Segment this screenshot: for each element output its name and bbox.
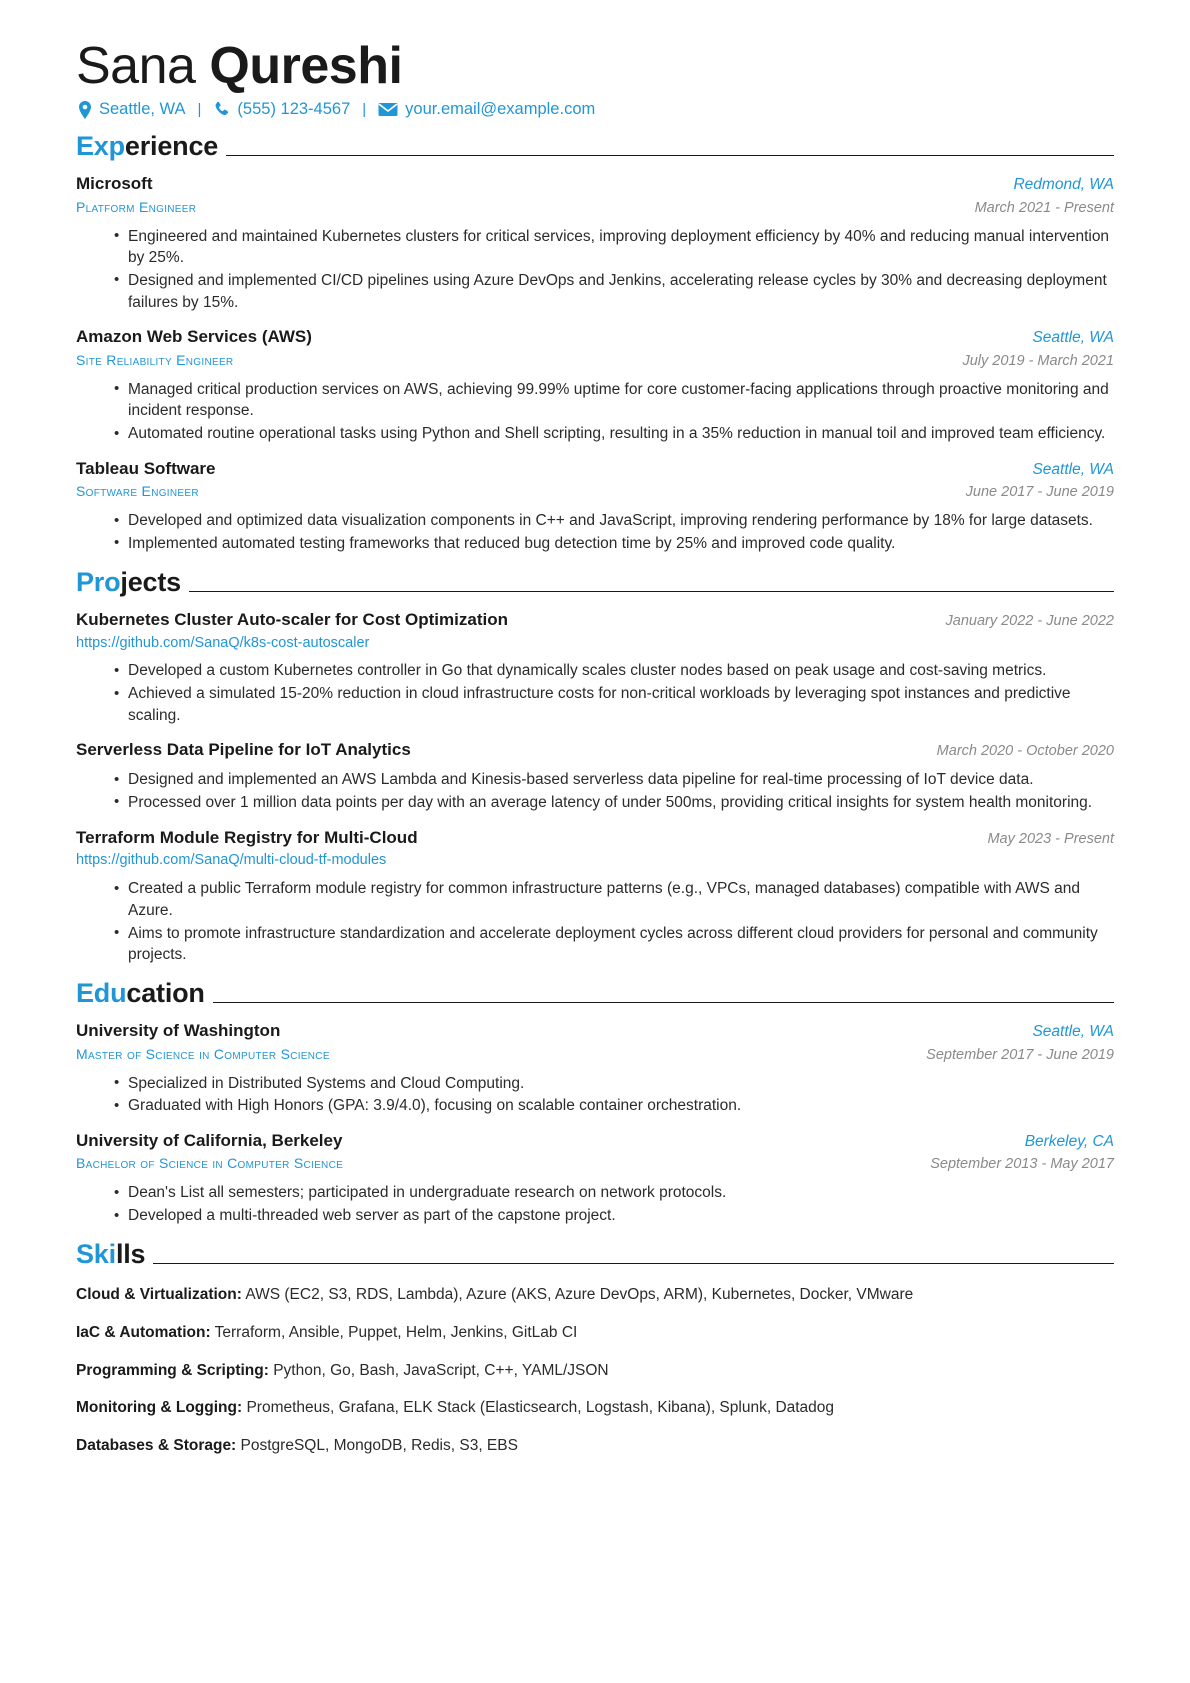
bullet-list	[76, 878, 1114, 966]
entry-primary-row	[76, 459, 1114, 480]
section-projects	[76, 566, 1114, 966]
entry-organization: Serverless Data Pipeline for IoT Analytics	[76, 740, 411, 760]
page-title	[76, 38, 1114, 94]
section-education	[76, 980, 1114, 1227]
entry-dates: July 2019 - March 2021	[962, 352, 1114, 369]
section-title-rest: cation	[126, 978, 205, 1009]
entry-primary-row	[76, 610, 1114, 631]
bullet-item: • Created a public Terraform module registry for common infrastructure patterns (e.g., VPCs, managed databases) compatible with AWS and Azure.	[114, 878, 1114, 921]
skill-items: Terraform, Ansible, Puppet, Helm, Jenkins, GitLab CI	[210, 1323, 578, 1341]
section-title-rest: erience	[124, 131, 219, 162]
entry-secondary-row	[76, 195, 1114, 218]
skill-row	[76, 1398, 1114, 1419]
envelope-icon	[378, 102, 398, 117]
location-pin-icon	[78, 101, 92, 119]
skill-row	[76, 1436, 1114, 1457]
bullet-item: • Specialized in Distributed Systems and Cloud Computing.	[114, 1073, 1114, 1095]
section-title-accent: Ski	[76, 1238, 116, 1269]
entry-secondary-row	[76, 848, 1114, 870]
entry-role: Platform Engineer	[76, 198, 197, 215]
section-rule	[226, 155, 1114, 156]
entry	[76, 459, 1114, 555]
section-title-education	[76, 980, 205, 1007]
entry-secondary-row	[76, 631, 1114, 653]
phone-icon	[213, 101, 230, 118]
entry-organization: Terraform Module Registry for Multi-Cloud	[76, 827, 418, 847]
skill-items: PostgreSQL, MongoDB, Redis, S3, EBS	[236, 1437, 518, 1455]
entry-role: Master of Science in Computer Science	[76, 1045, 330, 1062]
section-title-rest: jects	[120, 566, 181, 597]
bullet-item: • Achieved a simulated 15-20% reduction in cloud infrastructure costs for non-critical workloads by leveraging spot instances and predictive scaling.	[114, 683, 1114, 726]
bullet-list	[76, 1182, 1114, 1226]
skill-items: Python, Go, Bash, JavaScript, C++, YAML/JSON	[268, 1361, 609, 1379]
contact-phone	[213, 100, 350, 119]
entry-organization: University of California, Berkeley	[76, 1130, 343, 1150]
entry-organization: Microsoft	[76, 174, 153, 194]
entry-primary-row	[76, 327, 1114, 348]
bullet-item: • Developed and optimized data visualization components in C++ and JavaScript, improving rendering performance by 18% for large datasets.	[114, 510, 1114, 532]
entry-location: Seattle, WA	[1032, 329, 1114, 347]
entry-location: Redmond, WA	[1013, 176, 1114, 194]
entry-dates: March 2021 - Present	[974, 199, 1114, 216]
entry-primary-row	[76, 174, 1114, 195]
entry-dates: January 2022 - June 2022	[945, 612, 1114, 629]
bullet-item: • Managed critical production services on AWS, achieving 99.99% uptime for core customer-facing applications through proactive monitoring and incident response.	[114, 379, 1114, 422]
section-heading-education	[76, 980, 1114, 1007]
bullet-list	[76, 379, 1114, 445]
bullet-item: • Developed a custom Kubernetes controller in Go that dynamically scales cluster nodes based on peak usage and cost-saving metrics.	[114, 660, 1114, 682]
skill-row	[76, 1361, 1114, 1382]
entry-secondary-row	[76, 348, 1114, 371]
entry-secondary-row	[76, 1042, 1114, 1065]
bullet-item: • Implemented automated testing frameworks that reduced bug detection time by 25% and improved code quality.	[114, 533, 1114, 555]
entry	[76, 1131, 1114, 1227]
entry-organization: University of Washington	[76, 1021, 281, 1041]
contact-separator-2: |	[362, 101, 367, 119]
section-title-accent: Edu	[76, 978, 127, 1009]
entry-role: Site Reliability Engineer	[76, 351, 234, 368]
entry-location: Seattle, WA	[1032, 460, 1114, 478]
entry-secondary-row	[76, 479, 1114, 502]
entry-secondary-row	[76, 1151, 1114, 1174]
skill-category: Cloud & Virtualization:	[76, 1285, 242, 1303]
entry-url[interactable]: https://github.com/SanaQ/multi-cloud-tf-modules	[76, 852, 387, 869]
contact-separator-1: |	[197, 101, 202, 119]
bullet-item: • Designed and implemented CI/CD pipelines using Azure DevOps and Jenkins, accelerating release cycles by 30% and decreasing deployment failures by 15%.	[114, 270, 1114, 313]
entry-role: Bachelor of Science in Computer Science	[76, 1155, 344, 1172]
section-skills	[76, 1238, 1114, 1458]
bullet-item: • Processed over 1 million data points per day with an average latency of under 500ms, providing critical insights for system health monitoring.	[114, 792, 1114, 814]
entry-dates: June 2017 - June 2019	[965, 484, 1114, 501]
bullet-list	[76, 510, 1114, 554]
entry-dates: September 2013 - May 2017	[930, 1156, 1114, 1173]
entry	[76, 174, 1114, 313]
section-title-accent: Pro	[76, 566, 121, 597]
entry-dates: September 2017 - June 2019	[926, 1046, 1114, 1063]
sections-container	[76, 133, 1114, 1457]
given-name: Sana	[76, 37, 196, 95]
contact-location-text: Seattle, WA	[99, 100, 186, 119]
section-title-projects	[76, 566, 181, 597]
section-rule	[213, 1002, 1114, 1003]
bullet-list	[76, 660, 1114, 726]
skill-category: IaC & Automation:	[76, 1323, 211, 1341]
family-name: Qureshi	[209, 37, 403, 95]
section-experience	[76, 133, 1114, 555]
bullet-item: • Dean's List all semesters; participated in undergraduate research on network protocols.	[114, 1182, 1114, 1204]
skill-items: Prometheus, Grafana, ELK Stack (Elasticsearch, Logstash, Kibana), Splunk, Datadog	[242, 1399, 835, 1417]
entry	[76, 1021, 1114, 1117]
skill-items: AWS (EC2, S3, RDS, Lambda), Azure (AKS, Azure DevOps, ARM), Kubernetes, Docker, VMware	[241, 1285, 914, 1303]
section-title-rest: lls	[115, 1238, 146, 1269]
entry-primary-row	[76, 740, 1114, 761]
entry	[76, 828, 1114, 966]
entry-location: Berkeley, CA	[1024, 1132, 1114, 1150]
section-title-skills	[76, 1238, 146, 1269]
entry-dates: May 2023 - Present	[987, 830, 1114, 847]
entry-primary-row	[76, 828, 1114, 849]
entry-role: Software Engineer	[76, 483, 199, 500]
contact-email-text: your.email@example.com	[405, 100, 596, 119]
bullet-item: • Engineered and maintained Kubernetes clusters for critical services, improving deployment efficiency by 40% and reducing manual intervention by 25%.	[114, 226, 1114, 269]
skill-row	[76, 1285, 1114, 1306]
entry	[76, 610, 1114, 727]
bullet-item: • Automated routine operational tasks using Python and Shell scripting, resulting in a 35% reduction in manual toil and improved team efficiency.	[114, 423, 1114, 445]
entry-dates: March 2020 - October 2020	[936, 743, 1114, 760]
contact-location	[78, 100, 186, 119]
contact-phone-text: (555) 123-4567	[237, 100, 351, 119]
section-heading-experience	[76, 133, 1114, 160]
skill-row	[76, 1323, 1114, 1344]
entry-location: Seattle, WA	[1032, 1023, 1114, 1041]
section-heading-projects	[76, 566, 1114, 597]
entry-organization: Amazon Web Services (AWS)	[76, 327, 312, 347]
bullet-list	[76, 769, 1114, 813]
entry-url[interactable]: https://github.com/SanaQ/k8s-cost-autoscaler	[76, 634, 370, 651]
bullet-item: • Graduated with High Honors (GPA: 3.9/4.0), focusing on scalable container orchestration.	[114, 1095, 1114, 1117]
skill-category: Programming & Scripting:	[76, 1361, 269, 1379]
bullet-item: • Aims to promote infrastructure standardization and accelerate deployment cycles across different cloud providers for personal and community projects.	[114, 923, 1114, 966]
section-rule	[153, 1263, 1114, 1264]
entry-organization: Tableau Software	[76, 458, 216, 478]
section-title-experience	[76, 133, 218, 160]
section-rule	[189, 591, 1114, 592]
section-heading-skills	[76, 1238, 1114, 1269]
entry-primary-row	[76, 1021, 1114, 1042]
section-title-accent: Exp	[76, 131, 125, 162]
contact-bar	[78, 100, 1114, 119]
entry	[76, 327, 1114, 445]
contact-email	[378, 100, 595, 119]
entry	[76, 740, 1114, 813]
skill-category: Monitoring & Logging:	[76, 1399, 243, 1417]
entry-primary-row	[76, 1131, 1114, 1152]
bullet-list	[76, 1073, 1114, 1117]
entry-organization: Kubernetes Cluster Auto-scaler for Cost Optimization	[76, 609, 508, 629]
bullet-item: • Designed and implemented an AWS Lambda and Kinesis-based serverless data pipeline for real-time processing of IoT device data.	[114, 769, 1114, 791]
skill-category: Databases & Storage:	[76, 1437, 237, 1455]
bullet-list	[76, 226, 1114, 314]
bullet-item: • Developed a multi-threaded web server as part of the capstone project.	[114, 1205, 1114, 1227]
